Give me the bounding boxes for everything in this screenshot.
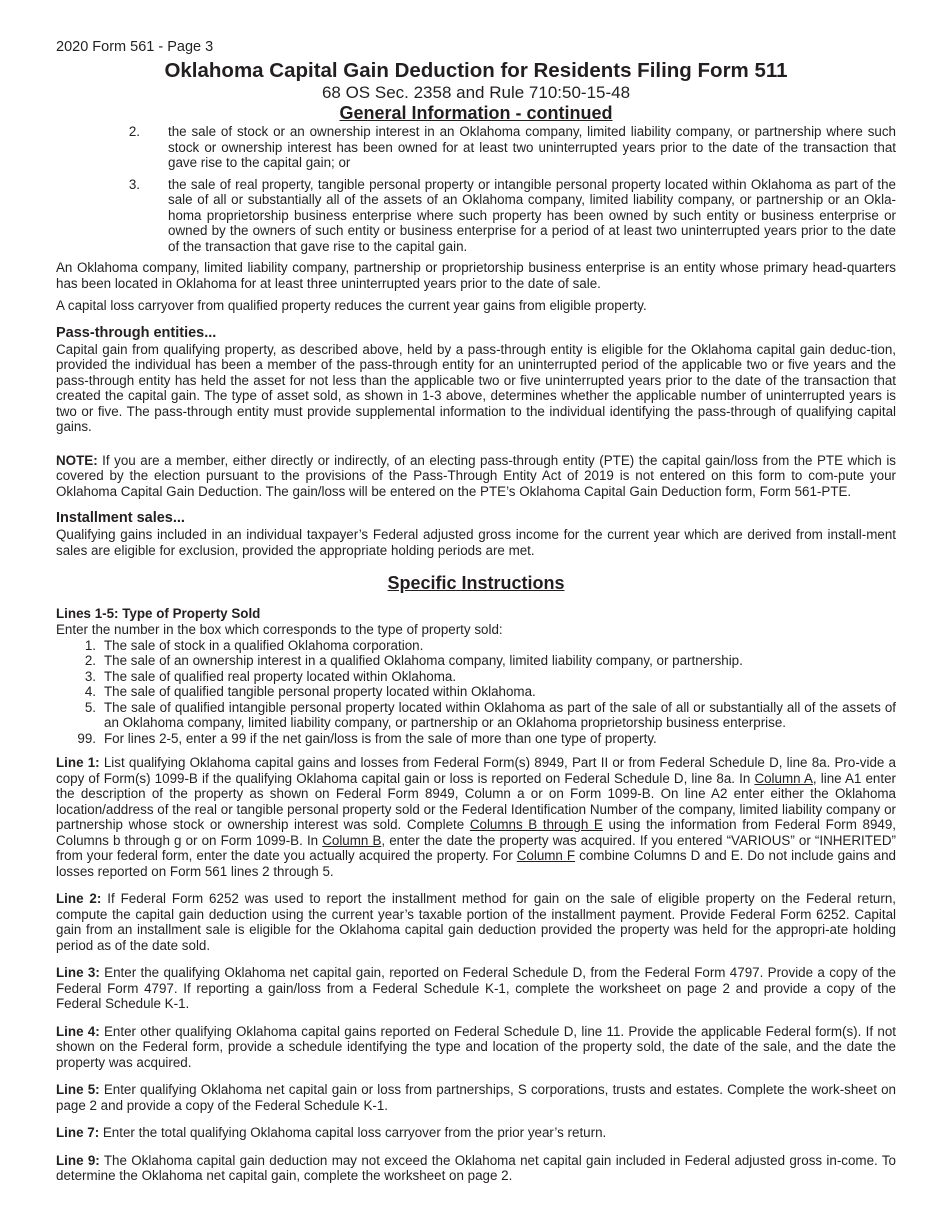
property-type-list [56, 638, 896, 747]
line-label: Line 5: [56, 1082, 100, 1097]
form-title: Oklahoma Capital Gain Deduction for Residents Filing Form 511 [164, 59, 788, 82]
page-identifier: 2020 Form 561 - Page 3 [56, 39, 214, 55]
list-item-number: 3. [128, 176, 140, 192]
section-heading-general: General Information - continued [339, 103, 613, 123]
line-1-instructions [56, 755, 896, 879]
form-page [56, 38, 896, 1184]
pass-through-heading: Pass-through entities... [56, 324, 217, 341]
list-item-text: The sale of qualified intangible personal property located within Oklahoma as part of the sale of all or substantially all of the assets of an Oklahoma company, limited liability company, or partnership or an Oklahoma proprietorship business enterprise. [104, 699, 896, 730]
line-text: Enter qualifying Oklahoma net capital gain or loss from partnerships, S corporations, trusts and estates. Complete the work-sheet on page 2 and provide a copy of the Federal Schedule K-1. [56, 1082, 896, 1113]
column-reference: Columns B through E [469, 817, 603, 832]
line-text: If Federal Form 6252 was used to report the installment method for gain on the sale of eligible property on the Federal return, compute the capital gain deduction using the current year’s taxable portion of the installment payment. Provide Federal Form 6252. Capital gain from an installment sale is eligible for the Oklahoma capital gain deduction provided the property was held for the appropri-ate holding period as of the date sold. [56, 891, 896, 953]
entity-definition-paragraph: An Oklahoma company, limited liability company, partnership or proprietorship business enterprise is an entity whose primary head-quarters has been located in Oklahoma for at least three uninterrupted years prior to the date of sale. [56, 260, 896, 291]
list-item-number: 4. [84, 684, 96, 699]
column-reference: Column F [516, 848, 576, 863]
list-item-number: 1. [84, 637, 96, 653]
installment-paragraph: Qualifying gains included in an individual taxpayer’s Federal adjusted gross income for the current year which are derived from install-ment sales are eligible for exclusion, provided the appropriate holding periods are met. [56, 527, 896, 558]
note-paragraph [56, 453, 896, 500]
line-label: Line 2: [56, 891, 102, 906]
list-item [56, 700, 896, 731]
line-9-instructions [56, 1153, 896, 1184]
column-reference: Column B [322, 832, 382, 848]
list-item [112, 124, 896, 171]
line-text: List qualifying Oklahoma capital gains and losses from Federal Form(s) 8949, Part II or from Federal Schedule D, line 8a. Pro-vide a copy of Form(s) 1099-B if the qualifying Oklahoma capital gain or loss is reported on Federal Schedule D, line 8a. In [56, 755, 896, 786]
pass-through-paragraph: Capital gain from qualifying property, as described above, held by a pass-through entity is eligible for the Oklahoma capital gain deduc-tion, provided the individual has been a member of the pass-through entity for an uninterrupted period of the applicable two or five years and the pass-through entity has held the asset for not less than the applicable two or five uninterrupted years prior to the date of the transaction that created the capital gain. The type of asset sold, as shown in 1-3 above, determines whether the applicable number of uninterrupted years is two or five. The pass-through entity must provide supplemental information to the individual identifying the pass-through of qualifying capital gains. [56, 341, 896, 434]
line-text: using the information from Federal Form 8949, Columns b through g or on Form 1099-B. In [56, 817, 897, 848]
lines-1-5-intro: Enter the number in the box which corresponds to the type of property sold: [56, 622, 503, 637]
list-item [56, 684, 896, 700]
carryover-paragraph: A capital loss carryover from qualified property reduces the current year gains from eligible property. [56, 298, 647, 313]
list-item-number: 2. [128, 124, 140, 139]
note-text: If you are a member, either directly or indirectly, of an electing pass-through entity (PTE) the capital gain/loss from the PTE which is covered by the election pursuant to the provisions of the Pass-Through Entity Act of 2019 is not entered on this form to com-pute your Oklahoma Capital Gain Deduction. The gain/loss will be entered on the PTE’s Oklahoma Capital Gain Deduction form, Form 561-PTE. [56, 452, 896, 499]
line-label: Line 1: [56, 755, 100, 770]
list-item [56, 669, 896, 685]
installment-heading: Installment sales... [56, 510, 185, 526]
statute-reference: 68 OS Sec. 2358 and Rule 710:50-15-48 [321, 83, 631, 102]
line-text: Enter the total qualifying Oklahoma capital loss carryover from the prior year’s return. [99, 1125, 607, 1140]
line-label: Line 9: [56, 1152, 100, 1168]
lines-1-5-heading: Lines 1-5: Type of Property Sold [56, 606, 261, 621]
line-text: Enter other qualifying Oklahoma capital gains reported on Federal Schedule D, line 11. Provide the applicable Federal form(s). If not shown on the Federal form, provide a schedule identifying the type and location of the property sold, the date of the sale, and the date the property was acquired. [56, 1023, 896, 1070]
list-item-number: 99. [77, 730, 96, 746]
note-label: NOTE: [56, 452, 98, 468]
list-item-text: The sale of stock in a qualified Oklahoma corporation. [104, 637, 424, 653]
list-item-text: For lines 2-5, enter a 99 if the net gain/loss is from the sale of more than one type of property. [104, 730, 657, 746]
line-text: combine Columns D and E. Do not include gains and losses reported on Form 561 lines 2 through 5. [56, 848, 896, 879]
line-5-instructions [56, 1082, 896, 1113]
list-item [112, 177, 896, 255]
line-text: , line A1 enter the description of the property as shown on Federal Form 8949, Column a or on Form 1099-B. On line A2 enter either the Oklahoma location/address of the real or tangible personal property sold or the Federal Identification Number of the company, limited liability company or partnership whose stock or ownership interest was sold. Complete [56, 770, 897, 832]
column-reference: Column A [754, 770, 813, 786]
list-item-number: 5. [84, 699, 96, 715]
list-item [56, 731, 896, 747]
line-label: Line 3: [56, 965, 100, 980]
list-item [56, 638, 896, 654]
specific-instructions-heading: Specific Instructions [387, 573, 565, 593]
list-item-text: The sale of an ownership interest in a qualified Oklahoma company, limited liability company, or partnership. [104, 653, 743, 668]
line-label: Line 7: [56, 1125, 100, 1140]
line-text: The Oklahoma capital gain deduction may not exceed the Oklahoma net capital gain included in Federal adjusted gross in-come. To determine the Oklahoma net capital gain, complete the worksheet on page 2. [56, 1152, 896, 1183]
list-item-text: The sale of qualified real property located within Oklahoma. [104, 668, 457, 684]
list-item-number: 2. [84, 653, 96, 668]
line-4-instructions [56, 1024, 896, 1071]
line-text: Enter the qualifying Oklahoma net capital gain, reported on Federal Schedule D, from the Federal Form 4797. Provide a copy of the Federal Form 4797. If reporting a gain/loss from a Federal Schedule K-1, complete the worksheet on page 2 and provide a copy of the Federal Schedule K-1. [56, 965, 896, 1011]
list-item-text: the sale of stock or an ownership interest in an Oklahoma company, limited liability company, or partnership where such stock or ownership interest has been owned for at least two uninterrupted years prior to the date of the transaction that gave rise to the capital gain; or [168, 124, 896, 170]
list-item-text: the sale of real property, tangible personal property or intangible personal property located within Oklahoma as part of the sale of all or substantially all of the assets of an Oklahoma company, limited liability company, or partnership or an Okla-homa proprietorship business enterprise where such property has been owned by such entity or business enterprise or owned by the owners of such entity or business enterprise for a period of at least two uninterrupted years prior to the date of the transaction that gave rise to the capital gain. [168, 176, 896, 254]
list-item-number: 3. [84, 668, 96, 684]
line-3-instructions [56, 965, 896, 1012]
line-2-instructions [56, 891, 896, 953]
list-item-text: The sale of qualified tangible personal property located within Oklahoma. [104, 684, 536, 699]
line-label: Line 4: [56, 1023, 100, 1039]
line-text: , enter the date the property was acquired. If you entered “VARIOUS” or “INHERITED” from your federal form, enter the date you actually acquired the property. For [56, 832, 896, 863]
general-continued-list [56, 124, 896, 254]
line-7-instructions [56, 1125, 896, 1141]
list-item [56, 653, 896, 669]
